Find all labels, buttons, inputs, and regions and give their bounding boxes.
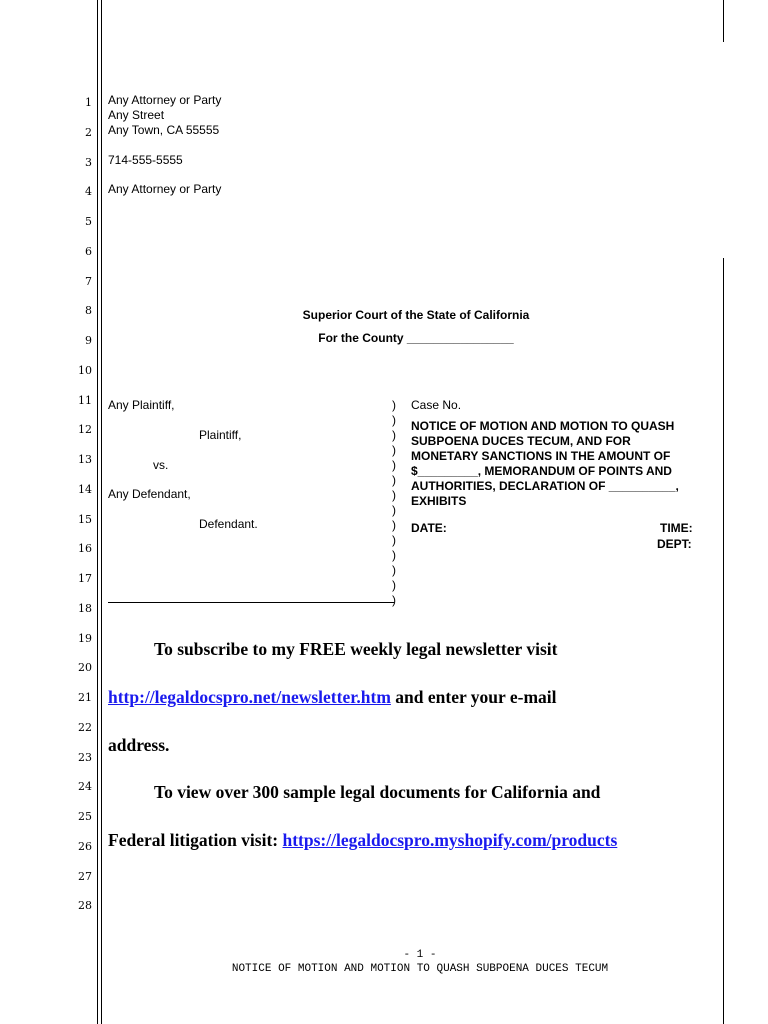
samples-intro: To view over 300 sample legal documents for California and (154, 782, 601, 802)
line-number: 21 (78, 691, 92, 704)
caption-paren: ) (392, 428, 396, 442)
hearing-date-label: DATE: (411, 521, 447, 535)
newsletter-end: address. (108, 735, 170, 755)
samples-link[interactable]: https://legaldocspro.myshopify.com/products (282, 830, 618, 850)
caption-paren: ) (392, 563, 396, 577)
versus-label: vs. (153, 458, 169, 472)
footer-page-number: - 1 - (403, 949, 437, 961)
caption-paren: ) (392, 518, 396, 532)
hearing-dept-label: DEPT: (657, 537, 692, 551)
line-number: 5 (85, 215, 92, 228)
caption-paren: ) (392, 548, 396, 562)
motion-title-line: AUTHORITIES, DECLARATION OF __________, (411, 479, 679, 493)
line-number: 27 (78, 869, 92, 883)
newsletter-link[interactable]: http://legaldocspro.net/newsletter.htm (108, 687, 391, 707)
samples-line (108, 830, 617, 851)
caption-paren: ) (392, 488, 396, 502)
line-number: 1 (85, 96, 92, 109)
court-county: For the County ________________ (318, 331, 514, 345)
line-number: 6 (85, 244, 92, 258)
case-number-label: Case No. (411, 398, 462, 412)
right-margin-rule (723, 258, 724, 1024)
line-number: 13 (78, 453, 92, 466)
caption-paren: ) (392, 578, 396, 592)
motion-title-line: $_________, MEMORANDUM OF POINTS AND (411, 464, 672, 478)
line-number: 24 (78, 780, 92, 794)
line-number: 18 (78, 601, 92, 615)
line-number: 26 (78, 839, 92, 853)
line-number: 22 (78, 720, 92, 734)
attorney-for: Any Attorney or Party (108, 182, 222, 196)
line-number: 17 (78, 572, 92, 585)
motion-title (411, 419, 711, 509)
motion-title-line: EXHIBITS (411, 494, 467, 508)
caption-paren: ) (392, 458, 396, 472)
caption-paren: ) (392, 473, 396, 487)
newsletter-intro: To subscribe to my FREE weekly legal newsletter visit (154, 639, 558, 659)
line-number: 12 (78, 423, 92, 437)
newsletter-line (108, 687, 557, 708)
court-name: Superior Court of the State of California (302, 308, 530, 322)
caption-paren: ) (392, 398, 396, 412)
left-margin-rule-inner (101, 0, 102, 1024)
caption-parentheses (392, 398, 402, 608)
line-number: 15 (78, 512, 92, 526)
line-number: 10 (78, 363, 92, 377)
line-number: 14 (78, 482, 92, 496)
defendant-role: Defendant. (199, 517, 258, 531)
attorney-street: Any Street (108, 108, 165, 122)
line-number: 23 (78, 750, 92, 764)
line-number: 28 (78, 899, 92, 913)
line-number: 16 (78, 542, 92, 556)
line-number: 3 (85, 155, 92, 169)
samples-prefix: Federal litigation visit: (108, 830, 283, 850)
line-number: 25 (78, 810, 92, 823)
attorney-phone: 714-555-5555 (108, 153, 183, 167)
caption-bottom-rule (108, 602, 394, 603)
left-margin-rule (97, 0, 98, 1024)
line-number: 2 (85, 125, 92, 139)
attorney-name: Any Attorney or Party (108, 93, 222, 107)
newsletter-tail: and enter your e-mail (390, 687, 557, 707)
caption-paren: ) (392, 593, 396, 607)
caption-paren: ) (392, 443, 396, 457)
line-number: 4 (85, 185, 92, 199)
motion-title-line: MONETARY SANCTIONS IN THE AMOUNT OF (411, 449, 671, 463)
defendant-name: Any Defendant, (108, 487, 191, 501)
caption-paren: ) (392, 533, 396, 547)
plaintiff-role: Plaintiff, (199, 428, 242, 442)
line-number: 9 (85, 334, 92, 347)
hearing-time-label: TIME: (660, 521, 693, 535)
caption-paren: ) (392, 413, 396, 427)
motion-title-line: SUBPOENA DUCES TECUM, AND FOR (411, 434, 631, 448)
motion-title-line: NOTICE OF MOTION AND MOTION TO QUASH (411, 419, 675, 433)
right-margin-rule-top (723, 0, 724, 42)
footer-title: NOTICE OF MOTION AND MOTION TO QUASH SUBPOENA DUCES TECUM (231, 963, 609, 975)
line-number: 20 (78, 661, 92, 675)
line-number: 7 (85, 274, 92, 288)
line-number: 19 (78, 631, 92, 645)
attorney-city: Any Town, CA 55555 (108, 123, 220, 137)
line-number: 11 (78, 393, 92, 407)
caption-paren: ) (392, 503, 396, 517)
plaintiff-name: Any Plaintiff, (108, 398, 175, 412)
line-number: 8 (85, 304, 92, 318)
